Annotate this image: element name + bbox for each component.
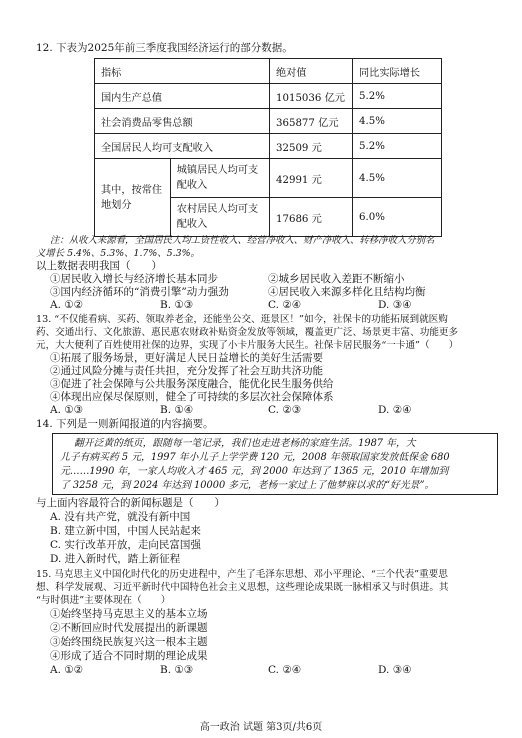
q12-option-3: ③国内经济循环的“消费引擎”动力强劲 bbox=[50, 286, 229, 298]
news-excerpt-line4: 了 3258 元，到 2024 年达到 10000 多元，老杨一家过上了他梦寐以求的“好光景”。 bbox=[60, 480, 435, 491]
table-row bbox=[95, 84, 442, 109]
q14-choice-a[interactable]: A. 没有共产党，就没有新中国 bbox=[50, 511, 191, 523]
table-header-row bbox=[95, 59, 442, 84]
subrow-label: 城镇居民人均可支配收入 bbox=[170, 159, 269, 198]
header-absolute-value: 绝对值 bbox=[270, 59, 353, 84]
q13-choice-d[interactable]: D. ②④ bbox=[378, 404, 412, 416]
q12-choice-c[interactable]: C. ②④ bbox=[268, 299, 302, 311]
q12-note-line2: 义增长 5.4%、5.3%、1.7%、5.3%。 bbox=[36, 248, 200, 259]
subrow-growth: 4.5% bbox=[353, 159, 442, 198]
header-growth: 同比实际增长 bbox=[353, 59, 442, 84]
table-row bbox=[95, 134, 442, 159]
q12-note-line1: 注：从收入来源看，全国居民人均工资性收入、经营净收入、财产净收入、转移净收入分别名 bbox=[50, 235, 435, 246]
economic-data-table bbox=[94, 58, 442, 237]
q14-stem: 14. 下列是一则新闻报道的内容摘要。 bbox=[36, 418, 214, 430]
q15-choice-a[interactable]: A. ①② bbox=[50, 664, 84, 676]
q13-choice-b[interactable]: B. ①④ bbox=[160, 404, 194, 416]
row-growth: 5.2% bbox=[353, 84, 442, 109]
table-row bbox=[95, 159, 442, 198]
q13-choice-c[interactable]: C. ②③ bbox=[268, 404, 302, 416]
q15-option-1: ①始终坚持马克思主义的基本立场 bbox=[50, 608, 208, 620]
subrow-label: 农村居民人均可支配收入 bbox=[170, 198, 269, 237]
q13-option-1: ①拓展了服务场景，更好满足人民日益增长的美好生活需要 bbox=[50, 352, 323, 364]
q15-option-3: ③始终围绕民族复兴这一根本主题 bbox=[50, 636, 208, 648]
header-indicator: 指标 bbox=[95, 59, 270, 84]
q15-option-2: ②不断回应时代发展提出的新课题 bbox=[50, 622, 208, 634]
q13-stem-line2: 药、交通出行、文化旅游、惠民惠农财政补贴资金发放等领域，覆盖更广泛、场景更丰富、功能更多 bbox=[36, 327, 459, 338]
row-label: 全国居民人均可支配收入 bbox=[95, 134, 270, 159]
q12-choice-a[interactable]: A. ①② bbox=[50, 299, 84, 311]
row-value: 365877 亿元 bbox=[270, 109, 353, 134]
q13-option-2: ②通过风险分摊与责任共担，充分发挥了社会互助共济功能 bbox=[50, 365, 323, 377]
q12-option-1: ①居民收入增长与经济增长基本同步 bbox=[50, 273, 218, 285]
q12-stem: 12. 下表为2025年前三季度我国经济运行的部分数据。 bbox=[36, 42, 293, 54]
subrow-value: 17686 元 bbox=[270, 198, 353, 237]
q15-choice-b[interactable]: B. ①③ bbox=[160, 664, 194, 676]
q15-stem-line1: 15. 马克思主义中国化时代化的历史进程中，产生了毛泽东思想、邓小平理论、“三个代表”重要思 bbox=[36, 569, 448, 580]
q15-option-4: ④形成了适合不同时期的理论成果 bbox=[50, 650, 208, 662]
row-growth: 4.5% bbox=[353, 109, 442, 134]
news-excerpt-line3: 元……1990 年，一家人均收入才 465 元，到 2000 年达到了 1365 元，2010 年增加到 bbox=[60, 466, 449, 477]
q14-choice-b[interactable]: B. 建立新中国，中国人民站起来 bbox=[50, 525, 201, 537]
q12-lead: 以上数据表明我国（ ） bbox=[36, 260, 162, 272]
q15-stem-line2: 想、科学发展观、习近平新时代中国特色社会主义思想，这些理论成果既一脉相承又与时俱进。其 bbox=[36, 582, 449, 593]
q15-stem-line3: “与时俱进”主要体现在（ ） bbox=[36, 595, 171, 606]
q15-choice-c[interactable]: C. ②④ bbox=[268, 664, 302, 676]
row-value: 1015036 亿元 bbox=[270, 84, 353, 109]
q12-choice-d[interactable]: D. ③④ bbox=[378, 299, 412, 311]
news-excerpt-line2: 儿子有病买药 5 元，1997 年小儿子上学学费 120 元，2008 年领取国家发放低保金 680 bbox=[60, 452, 450, 463]
q13-stem-line1: 13. “不仅能看病、买药、领取养老金，还能坐公交、逛景区！”如今，社保卡的功能拓展到就医购 bbox=[36, 314, 448, 325]
row-label: 国内生产总值 bbox=[95, 84, 270, 109]
row-growth: 5.2% bbox=[353, 134, 442, 159]
subrow-value: 42991 元 bbox=[270, 159, 353, 198]
q12-option-2: ②城乡居民收入差距不断缩小 bbox=[268, 273, 405, 285]
row-label: 社会消费品零售总额 bbox=[95, 109, 270, 134]
q14-choice-d[interactable]: D. 进入新时代，踏上新征程 bbox=[50, 553, 181, 565]
q13-stem-line3: 元，大大便利了百姓使用社保的边界，实现了小卡片服务大民生。社保卡居民服务“一卡通”（ ） bbox=[36, 340, 459, 351]
q14-lead: 与上面内容最符合的新闻标题是（ ） bbox=[36, 497, 225, 509]
group-label: 其中，按常住地划分 bbox=[95, 159, 171, 237]
q12-choice-b[interactable]: B. ①③ bbox=[160, 299, 194, 311]
row-value: 32509 元 bbox=[270, 134, 353, 159]
news-excerpt-line1: 翻开泛黄的纸页，跟随每一笔记录，我们也走进老杨的家庭生活。1987 年，大 bbox=[74, 438, 416, 449]
subrow-growth: 6.0% bbox=[353, 198, 442, 237]
q13-option-4: ④体现出应保尽保原则，健全了可持续的多层次社会保障体系 bbox=[50, 391, 334, 403]
table-row bbox=[95, 109, 442, 134]
q15-choice-d[interactable]: D. ③④ bbox=[378, 664, 412, 676]
q12-option-4: ④居民收入来源多样化且结构均衡 bbox=[268, 286, 426, 298]
q14-choice-c[interactable]: C. 实行改革开放，走向民富国强 bbox=[50, 539, 201, 551]
q13-choice-a[interactable]: A. ①③ bbox=[50, 404, 84, 416]
q13-option-3: ③促进了社会保障与公共服务深度融合，能优化民生服务供给 bbox=[50, 378, 334, 390]
page-footer: 高一政治 试题 第3页/共6页 bbox=[199, 722, 323, 733]
